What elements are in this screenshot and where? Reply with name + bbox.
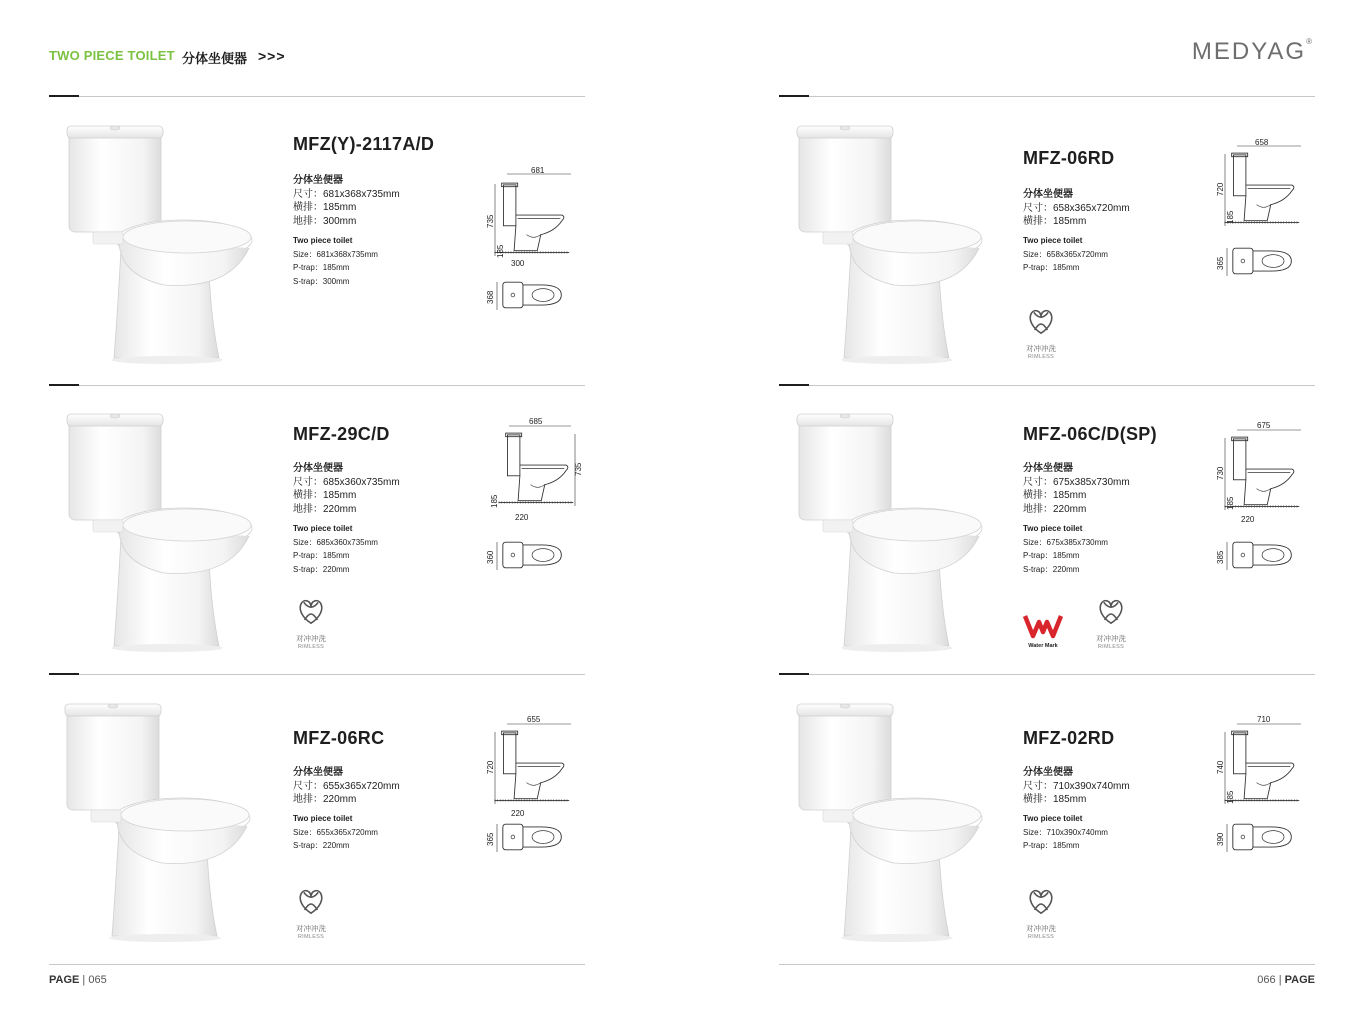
spec-en: Two piece toilet Size：681x368x735mm P-trap：185mm S-trap：300mm	[293, 236, 378, 286]
rimless-badge: 对冲冲洗 RIMLESS	[291, 596, 331, 650]
rimless-icon	[291, 886, 331, 918]
rimless-badge: 对冲冲洗 RIMLESS	[1091, 596, 1131, 650]
rimless-badge: 对冲冲洗 RIMLESS	[1021, 306, 1061, 360]
divider	[49, 674, 585, 675]
side-view-drawing	[485, 714, 575, 818]
category-title-cn: 分体坐便器	[182, 51, 248, 66]
top-view-drawing	[1215, 816, 1305, 860]
spec-en: Two piece toilet Size：675x385x730mm P-trap：185mm S-trap：220mm	[1023, 524, 1108, 574]
spec-cn: 分体坐便器 尺寸：655x365x720mm 地排：220mm	[293, 767, 400, 805]
product-photo	[789, 120, 989, 370]
divider	[779, 96, 1315, 97]
product-model: MFZ-06C/D(SP)	[1023, 424, 1157, 444]
rimless-badge: 对冲冲洗 RIMLESS	[1021, 886, 1061, 940]
divider-accent	[779, 673, 809, 675]
brand-logo: MEDYAG®	[1191, 37, 1312, 65]
product-photo	[789, 698, 989, 948]
page-number-left: PAGE | 065	[49, 974, 107, 986]
rimless-badge: 对冲冲洗 RIMLESS	[291, 886, 331, 940]
divider	[49, 385, 585, 386]
top-view-drawing	[1215, 534, 1305, 578]
divider-accent	[49, 95, 79, 97]
category-title-en: TWO PIECE TOILET	[49, 48, 175, 63]
rimless-icon	[1091, 596, 1131, 628]
rimless-icon	[291, 596, 331, 628]
rimless-icon	[1021, 306, 1061, 338]
product-model: MFZ-06RC	[293, 728, 385, 748]
dim-depth: 368	[486, 290, 495, 304]
dim-ptrap: 185	[496, 244, 505, 258]
spec-cn: 分体坐便器 尺寸：685x360x735mm 横排：185mm 地排：220mm	[293, 463, 400, 515]
top-view-drawing	[1215, 240, 1305, 284]
dim-strap: 300	[511, 259, 525, 268]
divider	[49, 964, 585, 965]
top-view-drawing	[485, 274, 575, 318]
product-photo	[59, 120, 259, 370]
divider-accent	[49, 673, 79, 675]
product-model: MFZ-06RD	[1023, 148, 1115, 168]
page-number-right: 066 | PAGE	[1257, 974, 1315, 986]
dim-depth: 385	[1216, 550, 1225, 564]
top-view-drawing	[485, 534, 575, 578]
product-model: MFZ-29C/D	[293, 424, 390, 444]
spec-en: Two piece toilet Size：658x365x720mm P-trap：185mm	[1023, 236, 1108, 272]
divider	[779, 674, 1315, 675]
dim-ptrap: 185	[1226, 790, 1235, 804]
divider-accent	[779, 384, 809, 386]
dim-depth: 360	[486, 550, 495, 564]
dim-strap: 220	[1241, 515, 1255, 524]
dim-width: 681	[531, 166, 545, 175]
spec-en: Two piece toilet Size：710x390x740mm P-trap：185mm	[1023, 814, 1108, 850]
spec-en: Two piece toilet Size：655x365x720mm S-trap：220mm	[293, 814, 378, 850]
product-card-3	[49, 400, 585, 670]
dim-width: 658	[1255, 138, 1269, 147]
divider	[49, 96, 585, 97]
product-photo	[59, 408, 259, 658]
dim-width: 675	[1257, 421, 1271, 430]
product-card-4	[779, 400, 1315, 670]
divider-accent	[49, 384, 79, 386]
dim-ptrap: 185	[1226, 210, 1235, 224]
dim-height: 730	[1216, 466, 1225, 480]
product-card-2	[779, 110, 1315, 380]
category-arrows: >>>	[258, 48, 286, 64]
top-view-drawing	[485, 816, 575, 860]
product-model: MFZ-02RD	[1023, 728, 1115, 748]
product-photo	[789, 408, 989, 658]
dim-height: 740	[1216, 760, 1225, 774]
dim-depth: 365	[486, 832, 495, 846]
spec-cn: 分体坐便器 尺寸：681x368x735mm 横排：185mm 地排：300mm	[293, 175, 400, 227]
dim-depth: 390	[1216, 832, 1225, 846]
dim-height: 720	[486, 760, 495, 774]
side-view-drawing	[1215, 420, 1305, 524]
dim-ptrap: 185	[490, 494, 499, 508]
dim-strap: 220	[515, 513, 529, 522]
dim-width: 710	[1257, 715, 1271, 724]
product-card-1	[49, 110, 585, 380]
product-model: MFZ(Y)-2117A/D	[293, 134, 435, 154]
side-view-drawing	[1215, 714, 1305, 810]
product-card-5	[49, 690, 585, 960]
dim-ptrap: 185	[1226, 496, 1235, 510]
dim-height: 720	[1216, 182, 1225, 196]
dim-strap: 220	[511, 809, 525, 818]
dim-height: 735	[574, 462, 583, 476]
spec-cn: 分体坐便器 尺寸：710x390x740mm 横排：185mm	[1023, 767, 1130, 805]
watermark-icon	[1023, 614, 1063, 638]
spec-en: Two piece toilet Size：685x360x735mm P-trap：185mm S-trap：220mm	[293, 524, 378, 574]
product-photo	[57, 698, 257, 948]
rimless-icon	[1021, 886, 1061, 918]
dim-width: 685	[529, 417, 543, 426]
dim-height: 735	[486, 214, 495, 228]
watermark-badge: Water Mark	[1023, 614, 1063, 649]
product-card-6	[779, 690, 1315, 960]
dim-depth: 365	[1216, 256, 1225, 270]
dim-width: 655	[527, 715, 541, 724]
side-view-drawing	[485, 414, 581, 524]
spec-cn: 分体坐便器 尺寸：675x385x730mm 横排：185mm 地排：220mm	[1023, 463, 1130, 515]
divider	[779, 964, 1315, 965]
divider	[779, 385, 1315, 386]
side-view-drawing	[485, 168, 575, 268]
divider-accent	[779, 95, 809, 97]
spec-cn: 分体坐便器 尺寸：658x365x720mm 横排：185mm	[1023, 189, 1130, 227]
side-view-drawing	[1215, 138, 1305, 234]
